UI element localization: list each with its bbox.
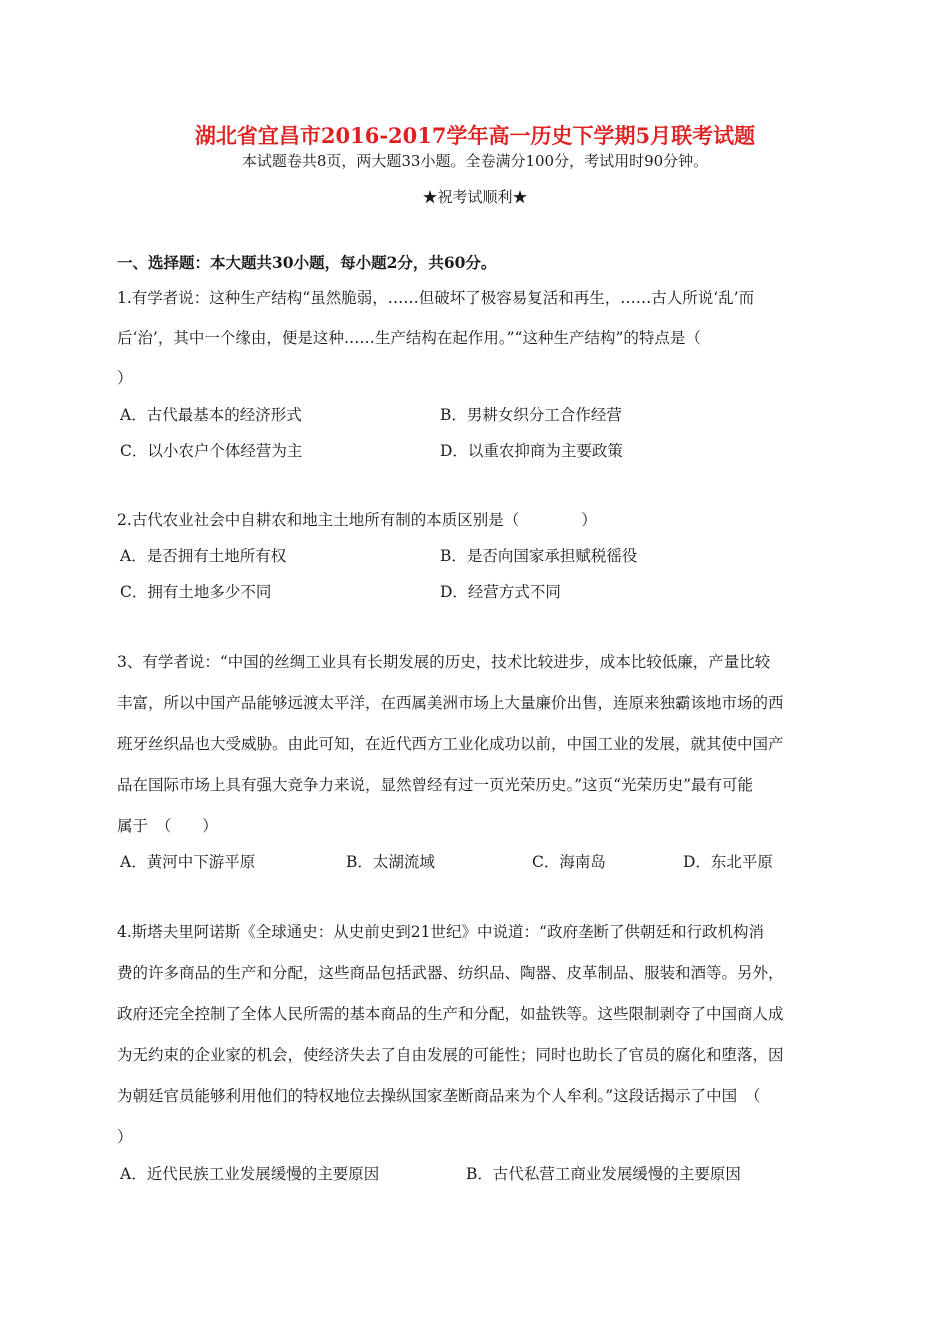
question-text-line: 费的许多商品的生产和分配，这些商品包括武器、纺织品、陶器、皮革制品、服装和酒等。另外， <box>117 964 784 982</box>
question-text-line: 1.有学者说：这种生产结构“虽然脆弱，……但破坏了极容易复活和再生，……古人所说‘乱’而 <box>117 289 755 307</box>
question-text-line: 品在国际市场上具有强大竞争力来说，显然曾经有过一页光荣历史。”这页“光荣历史”最有可能 <box>117 776 754 794</box>
option-b: B．是否向国家承担赋税徭役 <box>440 547 638 565</box>
question-text-line: ） <box>117 1128 133 1146</box>
question-text-line: 政府还完全控制了全体人民所需的基本商品的生产和分配，如盐铁等。这些限制剥夺了中国商人成 <box>117 1005 784 1023</box>
question-text-line: 3、有学者说：“中国的丝绸工业具有长期发展的历史，技术比较进步，成本比较低廉，产量比较 <box>117 653 771 671</box>
question-text-line: 为朝廷官员能够利用他们的特权地位去操纵国家垄断商品来为个人牟利。”这段话揭示了中国 （ <box>117 1087 761 1105</box>
question-text-line: 4.斯塔夫里阿诺斯《全球通史：从史前史到21世纪》中说道：“政府垄断了供朝廷和行政机构消 <box>117 923 764 941</box>
option-c: C．拥有土地多少不同 <box>120 583 272 601</box>
option-a: A．近代民族工业发展缓慢的主要原因 <box>120 1165 380 1183</box>
exam-info: 本试题卷共8页，两大题33小题。全卷满分100分，考试用时90分钟。 <box>241 152 709 170</box>
section-heading: 一、选择题：本大题共30小题，每小题2分，共60分。 <box>117 253 497 272</box>
question-text-line: 班牙丝织品也大受威胁。由此可知，在近代西方工业化成功以前，中国工业的发展，就其使中国产 <box>117 735 784 753</box>
exam-title: 湖北省宜昌市2016-2017学年高一历史下学期5月联考试题 <box>194 123 756 148</box>
question-text-line: 为无约束的企业家的机会，使经济失去了自由发展的可能性；同时也助长了官员的腐化和堕落，因 <box>117 1046 784 1064</box>
option-c: C．海南岛 <box>532 853 606 871</box>
option-b: B．古代私营工商业发展缓慢的主要原因 <box>466 1165 741 1183</box>
question-text-line: 丰富，所以中国产品能够远渡太平洋，在西属美洲市场上大量廉价出售，连原来独霸该地市场的西 <box>117 694 784 712</box>
question-text-line: ） <box>117 369 133 387</box>
option-a: A．是否拥有土地所有权 <box>120 547 287 565</box>
option-d: D．以重农抑商为主要政策 <box>440 442 623 460</box>
option-b: B．太湖流域 <box>346 853 435 871</box>
option-d: D．经营方式不同 <box>440 583 561 601</box>
option-a: A．黄河中下游平原 <box>120 853 256 871</box>
exam-wish: ★祝考试顺利★ <box>422 188 528 206</box>
option-b: B．男耕女织分工合作经营 <box>440 406 622 424</box>
option-d: D．东北平原 <box>683 853 773 871</box>
option-c: C．以小农户个体经营为主 <box>120 442 303 460</box>
question-text-line: 2.古代农业社会中自耕农和地主土地所有制的本质区别是（ ） <box>117 511 597 529</box>
question-text-line: 后‘治’，其中一个缘由，便是这种……生产结构在起作用。”“这种生产结构”的特点是（ <box>117 329 701 347</box>
question-text-line: 属于 （ ） <box>117 817 218 835</box>
option-a: A．古代最基本的经济形式 <box>120 406 302 424</box>
